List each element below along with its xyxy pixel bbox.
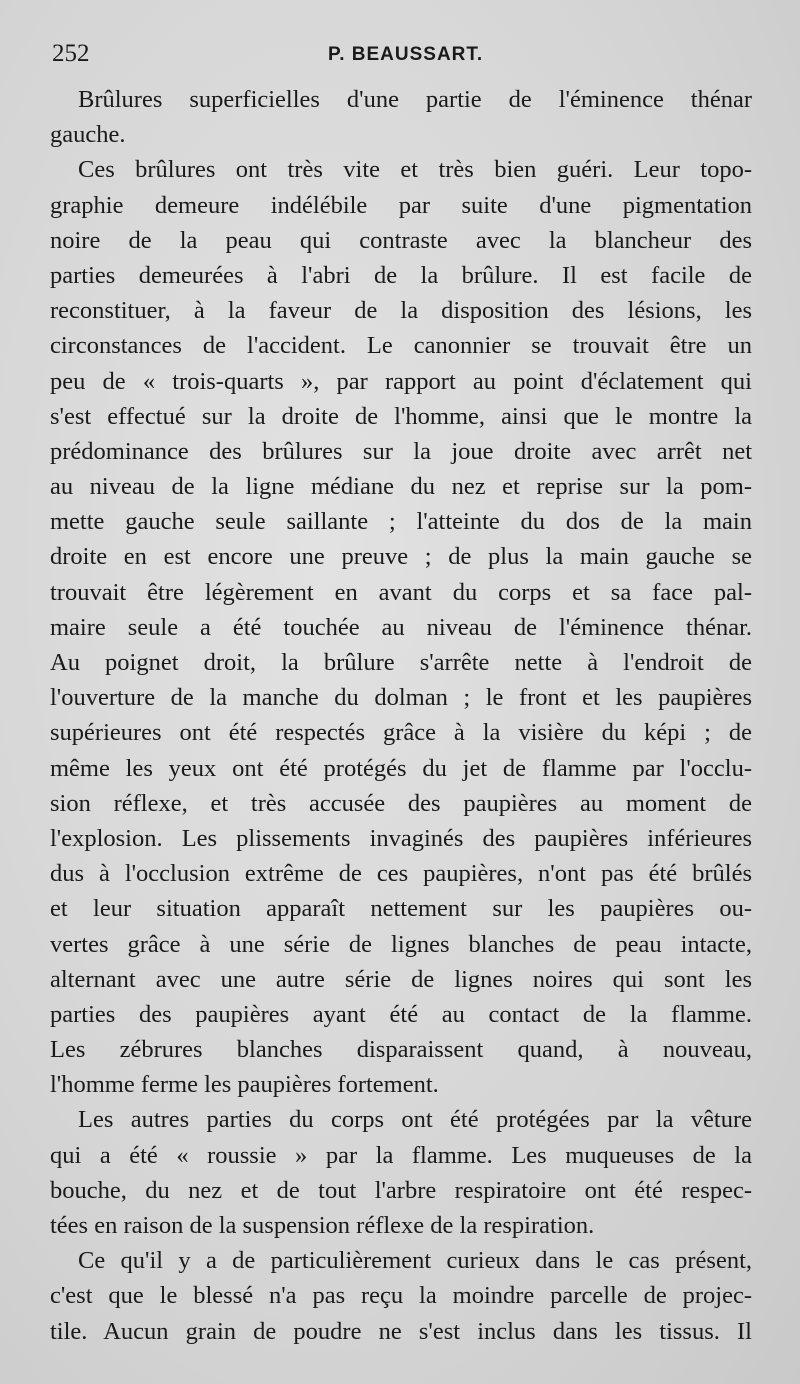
text-line: reconstituer, à la faveur de la disposition des lésions, les <box>50 297 752 325</box>
text-line: au niveau de la ligne médiane du nez et reprise sur la pom- <box>50 473 752 501</box>
text-line: s'est effectué sur la droite de l'homme, ainsi que le montre la <box>50 402 752 430</box>
text-line: graphie demeure indélébile par suite d'une pigmentation <box>50 191 752 219</box>
text-line: Au poignet droit, la brûlure s'arrête nette à l'endroit de <box>50 649 752 676</box>
text-line: qui a été « roussie » par la flamme. Les muqueuses de la <box>50 1141 752 1169</box>
text-line: même les yeux ont été protégés du jet de flamme par l'occlu- <box>50 754 752 782</box>
text-line: tile. Aucun grain de poudre ne s'est inclus dans les tissus. Il <box>50 1317 752 1345</box>
text-line: l'homme ferme les paupières fortement. <box>50 1071 439 1099</box>
body-text <box>50 82 752 1349</box>
text-line: mette gauche seule saillante ; l'atteinte du dos de la main <box>50 508 752 536</box>
text-line: maire seule a été touchée au niveau de l'éminence thénar. <box>50 613 752 641</box>
text-line: Ce qu'il y a de particulièrement curieux dans le cas présent, <box>78 1247 752 1275</box>
text-line: trouvait être légèrement en avant du corps et sa face pal- <box>50 578 752 606</box>
text-line: gauche. <box>50 121 126 149</box>
text-line: parties des paupières ayant été au contact de la flamme. <box>50 1000 752 1028</box>
text-line: c'est que le blessé n'a pas reçu la moindre parcelle de projec- <box>50 1282 752 1310</box>
text-line: parties demeurées à l'abri de la brûlure. Il est facile de <box>50 261 752 289</box>
text-line: l'explosion. Les plissements invaginés des paupières inférieures <box>50 824 752 852</box>
page-header <box>52 40 752 72</box>
text-line: droite en est encore une preuve ; de plus la main gauche se <box>50 543 752 571</box>
text-line: Brûlures superficielles d'une partie de l'éminence thénar <box>78 86 752 113</box>
text-line: alternant avec une autre série de lignes noires qui sont les <box>50 965 752 993</box>
text-line: vertes grâce à une série de lignes blanches de peau intacte, <box>50 930 752 958</box>
text-line: peu de « trois-quarts », par rapport au point d'éclatement qui <box>50 367 752 395</box>
text-line: l'ouverture de la manche du dolman ; le front et les paupières <box>50 684 752 712</box>
text-line: Les autres parties du corps ont été protégées par la vêture <box>78 1106 752 1134</box>
text-line: Les zébrures blanches disparaissent quand, à nouveau, <box>50 1036 752 1064</box>
text-line: Ces brûlures ont très vite et très bien guéri. Leur topo- <box>78 156 752 184</box>
text-line: dus à l'occlusion extrême de ces paupières, n'ont pas été brûlés <box>50 860 752 888</box>
running-head: P. BEAUSSART. <box>328 44 484 65</box>
text-line: bouche, du nez et de tout l'arbre respiratoire ont été respec- <box>50 1176 752 1204</box>
text-line: prédominance des brûlures sur la joue droite avec arrêt net <box>50 437 752 465</box>
text-line: circonstances de l'accident. Le canonnier se trouvait être un <box>50 332 752 360</box>
text-line: et leur situation apparaît nettement sur les paupières ou- <box>50 895 752 923</box>
page-number: 252 <box>52 40 90 67</box>
text-line: sion réflexe, et très accusée des paupières au moment de <box>50 789 752 817</box>
text-line: noire de la peau qui contraste avec la blancheur des <box>50 226 752 254</box>
text-line: tées en raison de la suspension réflexe de la respiration. <box>50 1212 595 1239</box>
text-line: supérieures ont été respectés grâce à la visière du képi ; de <box>50 719 752 747</box>
